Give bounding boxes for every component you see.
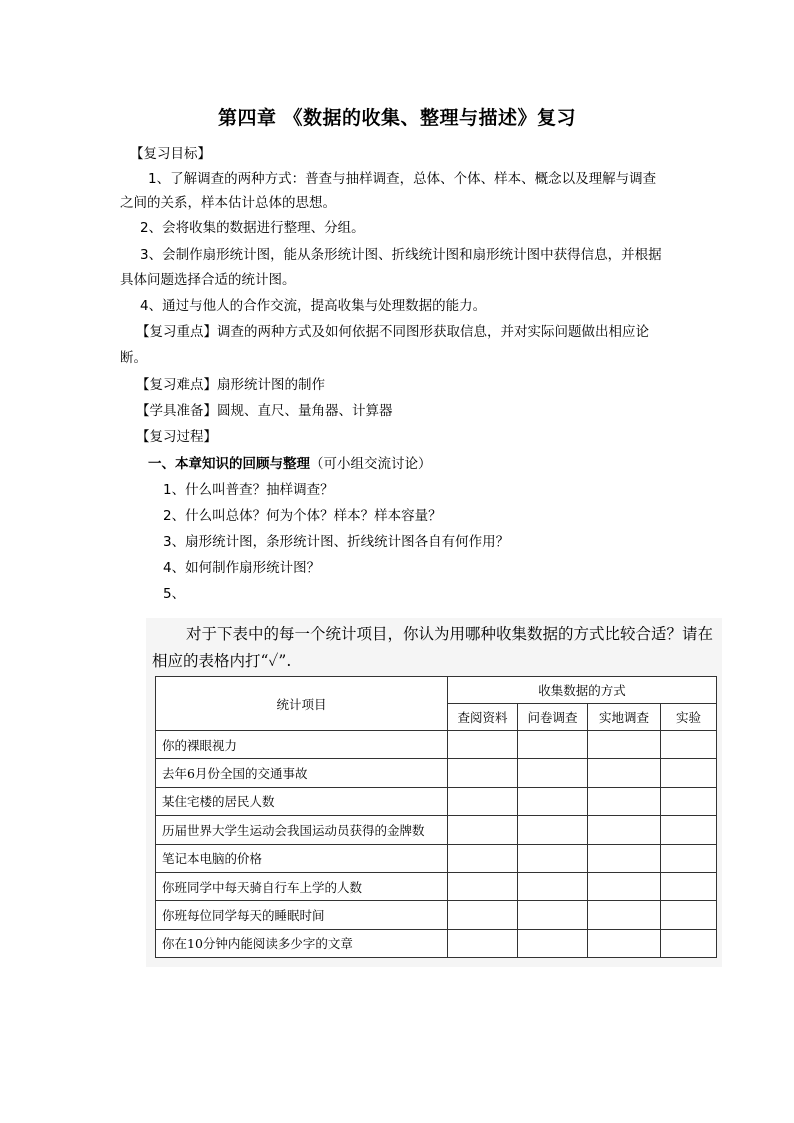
answer-cell[interactable] [448,731,518,759]
answer-cell[interactable] [518,872,588,900]
row-item: 去年6月份全国的交通事故 [156,759,448,787]
table-row [156,731,717,759]
answer-cell[interactable] [661,759,717,787]
answer-cell[interactable] [661,787,717,815]
table-row [156,872,717,900]
section-1-heading [148,454,708,474]
question-5: 5、 [163,586,186,602]
row-item: 你班同学中每天骑自行车上学的人数 [156,872,448,900]
answer-cell[interactable] [661,816,717,844]
method-header: 查阅资料 [448,704,518,731]
process-heading: 【复习过程】 [136,429,217,445]
answer-cell[interactable] [518,816,588,844]
answer-cell[interactable] [661,844,717,872]
question-2: 2、什么叫总体？何为个体？样本？样本容量？ [163,508,442,524]
difficulty-label: 【复习难点】 [136,377,217,393]
answer-cell[interactable] [448,816,518,844]
answer-cell[interactable] [588,872,661,900]
method-header: 问卷调查 [518,704,588,731]
section-1-note: （可小组交流讨论） [310,456,432,472]
row-item: 笔记本电脑的价格 [156,844,448,872]
goals-heading: 【复习目标】 [130,146,211,162]
answer-cell[interactable] [518,759,588,787]
exercise-intro-line-1: 对于下表中的每一个统计项目，你认为用哪种收集数据的方式比较合适？请在 [186,625,714,643]
answer-cell[interactable] [448,844,518,872]
tools [136,401,696,421]
table-row [156,816,717,844]
answer-cell[interactable] [588,787,661,815]
answer-cell[interactable] [448,929,518,957]
page-title: 第四章 《数据的收集、整理与描述》复习 [217,107,577,129]
answer-cell[interactable] [518,901,588,929]
tools-text: 圆规、直尺、量角器、计算器 [217,403,393,419]
row-item: 历届世界大学生运动会我国运动员获得的金牌数 [156,816,448,844]
answer-cell[interactable] [448,872,518,900]
question-1: 1、什么叫普查？抽样调查？ [163,482,334,498]
section-1-title: 一、本章知识的回顾与整理 [148,456,310,472]
row-item: 你在10分钟内能阅读多少字的文章 [156,929,448,957]
table-row [156,759,717,787]
table-row [156,901,717,929]
goal-4: 4、通过与他人的合作交流，提高收集与处理数据的能力。 [140,298,487,314]
table-row [156,844,717,872]
answer-cell[interactable] [661,872,717,900]
table-row [156,787,717,815]
method-header: 实验 [661,704,717,731]
answer-cell[interactable] [448,787,518,815]
row-item: 某住宅楼的居民人数 [156,787,448,815]
answer-cell[interactable] [448,901,518,929]
goal-1-line-1: 1、了解调查的两种方式：普查与抽样调查，总体、个体、样本、概念以及理解与调查 [148,171,657,187]
answer-cell[interactable] [518,844,588,872]
row-item: 你的裸眼视力 [156,731,448,759]
answer-cell[interactable] [588,731,661,759]
answer-cell[interactable] [661,901,717,929]
answer-cell[interactable] [588,844,661,872]
difficulty-text: 扇形统计图的制作 [217,377,325,393]
answer-cell[interactable] [518,787,588,815]
key-points-text: 调查的两种方式及如何依据不同图形获取信息，并对实际问题做出相应论 [217,324,649,340]
survey-method-table [155,676,717,958]
answer-cell[interactable] [518,731,588,759]
difficulty [136,375,696,395]
exercise-intro-line-2: 相应的表格内打“✓”. [152,652,292,670]
table-row [156,929,717,957]
question-4: 4、如何制作扇形统计图？ [163,560,321,576]
question-3: 3、扇形统计图，条形统计图、折线统计图各自有何作用？ [163,534,510,550]
row-item: 你班每位同学每天的睡眠时间 [156,901,448,929]
goal-3-line-2: 具体问题选择合适的统计图。 [120,272,296,288]
goal-3-line-1: 3、会制作扇形统计图，能从条形统计图、折线统计图和扇形统计图中获得信息，并根据 [140,247,662,263]
goal-1-line-2: 之间的关系，样本估计总体的思想。 [120,195,336,211]
answer-cell[interactable] [448,759,518,787]
key-points-line-2: 断。 [120,350,147,366]
answer-cell[interactable] [661,731,717,759]
key-points-label: 【复习重点】 [136,324,217,340]
answer-cell[interactable] [588,929,661,957]
answer-cell[interactable] [588,816,661,844]
method-header: 实地调查 [588,704,661,731]
item-header: 统计项目 [156,677,448,731]
method-group-header: 收集数据的方式 [448,677,717,704]
answer-cell[interactable] [588,759,661,787]
key-points [136,322,696,342]
answer-cell[interactable] [518,929,588,957]
answer-cell[interactable] [588,901,661,929]
tools-label: 【学具准备】 [136,403,217,419]
goal-2: 2、会将收集的数据进行整理、分组。 [140,220,365,236]
answer-cell[interactable] [661,929,717,957]
